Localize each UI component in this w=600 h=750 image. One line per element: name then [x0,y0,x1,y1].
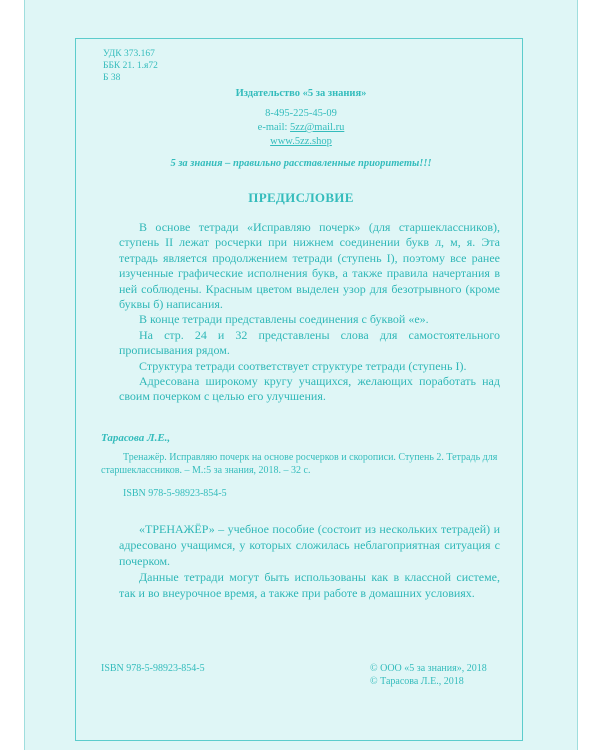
trainer-paragraph: Данные тетради могут быть использованы как в классной системе, так и во внеурочное время, а также при работе в домашних условиях. [119,570,500,600]
author-code: Б 38 [103,73,121,83]
publisher-block [25,87,577,149]
footer-copyright [370,662,487,688]
bibliography-author: Тарасова Л.Е., [101,432,171,444]
footer-isbn: ISBN 978-5-98923-854-5 [101,663,205,674]
publisher-email-line [25,121,577,135]
trainer-description [119,521,500,601]
page [24,0,578,750]
website-link[interactable]: www.5zz.shop [270,136,332,147]
preface-body [119,220,500,405]
bibliography-text: Тренажёр. Исправляю почерк на основе росчерков и скорописи. Ступень 2. Тетрадь для старшеклассников. – М.:5 за знания, 2018. – 32 с. [101,452,498,476]
publisher-phone: 8-495-225-45-09 [265,108,337,119]
preface-paragraph: В основе тетради «Исправляю почерк» (для старшеклассников), ступень II лежат росчерки при нижнем соединении букв л, м, я. Эта тетрадь является продолжением тетради (ступень I), поэтому все ранее изученные графические исполнения букв, а также правила начертания в ней соблюдены. Красным цветом выделен узор для безотрывного (кроме буквы б) написания. [119,220,500,312]
copyright-author: © Тарасова Л.Е., 2018 [370,676,464,687]
bibliography-isbn: ISBN 978-5-98923-854-5 [123,488,227,499]
preface-paragraph: В конце тетради представлены соединения с буквой «е». [139,312,429,327]
preface-paragraph: Адресована широкому кругу учащихся, желающих поработать над своим почерком с целью его улучшения. [119,374,500,404]
preface-paragraph: Структура тетради соответствует структуре тетради (ступень I). [139,358,467,373]
preface-paragraph: На стр. 24 и 32 представлены слова для самостоятельного прописывания рядом. [119,327,500,358]
trainer-paragraph: «ТРЕНАЖЁР» – учебное пособие (состоит из нескольких тетрадей) и адресовано учащимся, у которых сложилась неблагоприятная ситуация с почерком. [119,522,500,568]
bbk-code: ББК 21. 1.я72 [103,61,158,71]
udk-code: УДК 373.167 [103,49,155,59]
email-label: e-mail: [257,122,291,133]
classification-block [103,48,158,84]
publisher-name: Издательство «5 за знания» [235,88,367,99]
email-link[interactable]: 5zz@mail.ru [290,122,345,133]
copyright-publisher: © ООО «5 за знания», 2018 [370,663,487,674]
bibliography-description [101,451,501,477]
preface-title: ПРЕДИСЛОВИЕ [248,190,354,205]
publisher-motto: 5 за знания – правильно расставленные приоритеты!!! [170,158,432,169]
